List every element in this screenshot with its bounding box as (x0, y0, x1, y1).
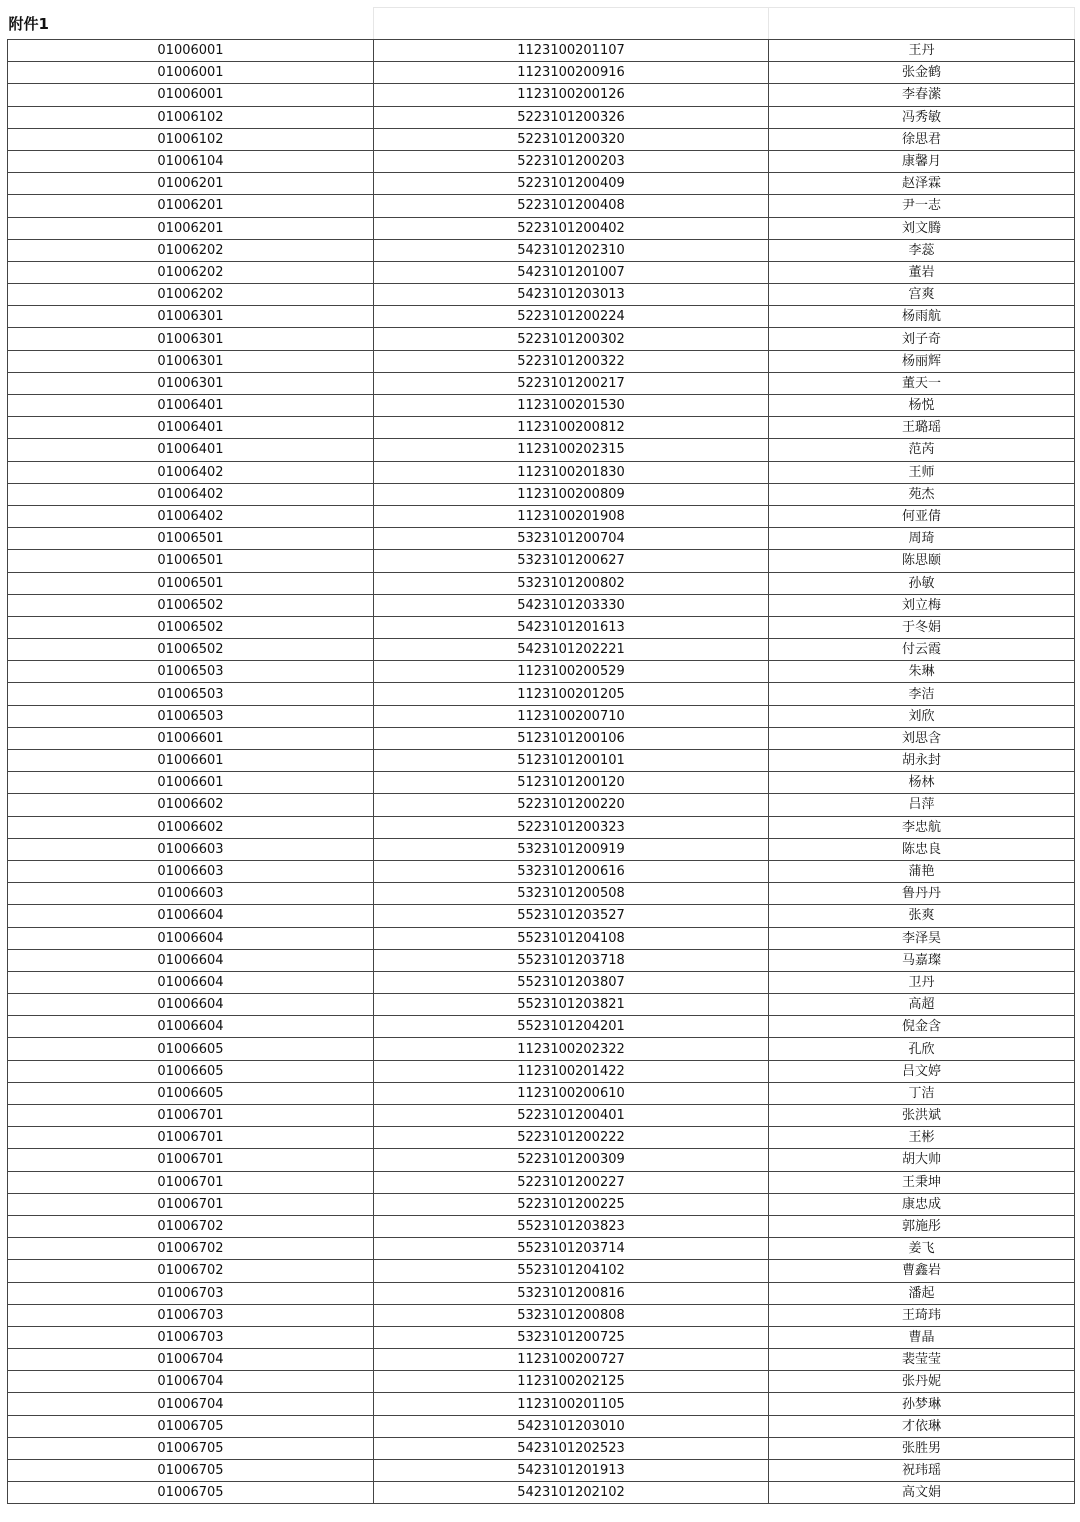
exam-id-cell: 5523101203718 (374, 949, 769, 971)
position-code-cell: 01006605 (8, 1038, 374, 1060)
table-row (8, 150, 1075, 172)
exam-id-cell: 1123100200727 (374, 1349, 769, 1371)
name-cell: 张丹妮 (769, 1371, 1075, 1393)
position-code-cell: 01006604 (8, 949, 374, 971)
position-code-cell: 01006502 (8, 616, 374, 638)
exam-id-cell: 5423101203330 (374, 594, 769, 616)
position-code-cell: 01006602 (8, 794, 374, 816)
position-code-cell: 01006701 (8, 1105, 374, 1127)
name-cell: 孔欣 (769, 1038, 1075, 1060)
exam-id-cell: 5523101204102 (374, 1260, 769, 1282)
table-row (8, 1371, 1075, 1393)
name-cell: 孙梦琳 (769, 1393, 1075, 1415)
table-row (8, 550, 1075, 572)
position-code-cell: 01006704 (8, 1371, 374, 1393)
exam-id-cell: 1123100202322 (374, 1038, 769, 1060)
name-cell: 祝玮瑶 (769, 1460, 1075, 1482)
name-cell: 周琦 (769, 528, 1075, 550)
table-row (8, 994, 1075, 1016)
exam-id-cell: 5323101200808 (374, 1304, 769, 1326)
exam-id-cell: 5423101202523 (374, 1437, 769, 1459)
name-cell: 蒲艳 (769, 860, 1075, 882)
exam-id-cell: 5123101200101 (374, 750, 769, 772)
table-row (8, 594, 1075, 616)
exam-id-cell: 5323101200919 (374, 838, 769, 860)
table-row (8, 905, 1075, 927)
position-code-cell: 01006705 (8, 1482, 374, 1504)
name-cell: 马嘉璨 (769, 949, 1075, 971)
position-code-cell: 01006703 (8, 1304, 374, 1326)
position-code-cell: 01006601 (8, 772, 374, 794)
table-row (8, 350, 1075, 372)
name-cell: 李蕊 (769, 239, 1075, 261)
exam-id-cell: 5523101203527 (374, 905, 769, 927)
table-row (8, 971, 1075, 993)
name-cell: 曹鑫岩 (769, 1260, 1075, 1282)
exam-id-cell: 5523101203821 (374, 994, 769, 1016)
name-cell: 陈思颐 (769, 550, 1075, 572)
position-code-cell: 01006603 (8, 860, 374, 882)
name-cell: 刘子奇 (769, 328, 1075, 350)
spreadsheet (7, 7, 1074, 1504)
position-code-cell: 01006702 (8, 1215, 374, 1237)
position-code-cell: 01006502 (8, 594, 374, 616)
position-code-cell: 01006202 (8, 284, 374, 306)
name-cell: 高超 (769, 994, 1075, 1016)
position-code-cell: 01006703 (8, 1326, 374, 1348)
exam-id-cell: 5123101200106 (374, 727, 769, 749)
name-cell: 康馨月 (769, 150, 1075, 172)
exam-id-cell: 5423101202310 (374, 239, 769, 261)
position-code-cell: 01006605 (8, 1082, 374, 1104)
name-cell: 王师 (769, 461, 1075, 483)
exam-id-cell: 1123100201530 (374, 395, 769, 417)
name-cell: 王璐瑶 (769, 417, 1075, 439)
name-cell: 曹晶 (769, 1326, 1075, 1348)
position-code-cell: 01006301 (8, 372, 374, 394)
name-cell: 宫爽 (769, 284, 1075, 306)
table-row (8, 1393, 1075, 1415)
position-code-cell: 01006702 (8, 1260, 374, 1282)
table-row (8, 84, 1075, 106)
exam-id-cell: 5423101201913 (374, 1460, 769, 1482)
position-code-cell: 01006604 (8, 927, 374, 949)
position-code-cell: 01006602 (8, 816, 374, 838)
exam-id-cell: 5423101203013 (374, 284, 769, 306)
exam-id-cell: 1123100202315 (374, 439, 769, 461)
exam-id-cell: 1123100200916 (374, 62, 769, 84)
table-row (8, 1060, 1075, 1082)
position-code-cell: 01006605 (8, 1060, 374, 1082)
name-cell: 胡永封 (769, 750, 1075, 772)
name-cell: 王琦玮 (769, 1304, 1075, 1326)
table-row (8, 528, 1075, 550)
table-row (8, 1149, 1075, 1171)
table-row (8, 816, 1075, 838)
exam-id-cell: 5223101200309 (374, 1149, 769, 1171)
table-row (8, 1282, 1075, 1304)
position-code-cell: 01006705 (8, 1460, 374, 1482)
position-code-cell: 01006601 (8, 727, 374, 749)
exam-id-cell: 5223101200302 (374, 328, 769, 350)
exam-id-cell: 1123100201107 (374, 40, 769, 62)
table-row (8, 40, 1075, 62)
name-cell: 裴莹莹 (769, 1349, 1075, 1371)
table-row (8, 683, 1075, 705)
exam-id-cell: 5423101201613 (374, 616, 769, 638)
exam-id-cell: 5223101200203 (374, 150, 769, 172)
table-row (8, 439, 1075, 461)
exam-id-cell: 5323101200508 (374, 883, 769, 905)
name-cell: 王彬 (769, 1127, 1075, 1149)
name-cell: 王秉坤 (769, 1171, 1075, 1193)
position-code-cell: 01006604 (8, 994, 374, 1016)
table-row (8, 639, 1075, 661)
position-code-cell: 01006503 (8, 661, 374, 683)
table-row (8, 1437, 1075, 1459)
position-code-cell: 01006701 (8, 1127, 374, 1149)
table-row (8, 1127, 1075, 1149)
name-cell: 郭施彤 (769, 1215, 1075, 1237)
name-cell: 潘起 (769, 1282, 1075, 1304)
table-row (8, 705, 1075, 727)
exam-id-cell: 5323101200725 (374, 1326, 769, 1348)
exam-id-cell: 1123100201205 (374, 683, 769, 705)
name-cell: 王丹 (769, 40, 1075, 62)
name-cell: 赵泽霖 (769, 173, 1075, 195)
table-row (8, 1260, 1075, 1282)
name-cell: 李洁 (769, 683, 1075, 705)
position-code-cell: 01006501 (8, 572, 374, 594)
exam-id-cell: 5423101202221 (374, 639, 769, 661)
name-cell: 刘欣 (769, 705, 1075, 727)
position-code-cell: 01006702 (8, 1238, 374, 1260)
position-code-cell: 01006701 (8, 1171, 374, 1193)
position-code-cell: 01006001 (8, 40, 374, 62)
table-row (8, 284, 1075, 306)
name-cell: 张金鹤 (769, 62, 1075, 84)
exam-id-cell: 5223101200217 (374, 372, 769, 394)
table-row (8, 173, 1075, 195)
exam-id-cell: 5323101200704 (374, 528, 769, 550)
empty-cell (769, 8, 1075, 40)
position-code-cell: 01006001 (8, 62, 374, 84)
table-row (8, 1460, 1075, 1482)
exam-id-cell: 5223101200225 (374, 1193, 769, 1215)
name-cell: 吕文婷 (769, 1060, 1075, 1082)
name-cell: 苑杰 (769, 483, 1075, 505)
table-row (8, 328, 1075, 350)
exam-id-cell: 5223101200222 (374, 1127, 769, 1149)
position-code-cell: 01006401 (8, 439, 374, 461)
name-cell: 胡大帅 (769, 1149, 1075, 1171)
exam-id-cell: 5523101203714 (374, 1238, 769, 1260)
name-cell: 孙敏 (769, 572, 1075, 594)
name-cell: 杨林 (769, 772, 1075, 794)
position-code-cell: 01006102 (8, 106, 374, 128)
table-row (8, 1082, 1075, 1104)
name-cell: 董岩 (769, 261, 1075, 283)
exam-id-cell: 5323101200627 (374, 550, 769, 572)
table-row (8, 1171, 1075, 1193)
table-row (8, 1349, 1075, 1371)
name-cell: 倪金含 (769, 1016, 1075, 1038)
table-row (8, 261, 1075, 283)
table-row (8, 883, 1075, 905)
name-cell: 徐思君 (769, 128, 1075, 150)
exam-id-cell: 5223101200408 (374, 195, 769, 217)
name-cell: 姜飞 (769, 1238, 1075, 1260)
position-code-cell: 01006603 (8, 838, 374, 860)
table-row (8, 505, 1075, 527)
name-cell: 丁洁 (769, 1082, 1075, 1104)
table-row (8, 128, 1075, 150)
exam-id-cell: 5523101204201 (374, 1016, 769, 1038)
position-code-cell: 01006701 (8, 1193, 374, 1215)
table-row (8, 1304, 1075, 1326)
name-cell: 才依琳 (769, 1415, 1075, 1437)
exam-id-cell: 5323101200616 (374, 860, 769, 882)
exam-id-cell: 5223101200220 (374, 794, 769, 816)
position-code-cell: 01006104 (8, 150, 374, 172)
exam-id-cell: 1123100201105 (374, 1393, 769, 1415)
exam-id-cell: 5223101200401 (374, 1105, 769, 1127)
name-cell: 张胜男 (769, 1437, 1075, 1459)
position-code-cell: 01006202 (8, 261, 374, 283)
data-table (7, 7, 1075, 1504)
position-code-cell: 01006703 (8, 1282, 374, 1304)
position-code-cell: 01006301 (8, 306, 374, 328)
name-cell: 高文娟 (769, 1482, 1075, 1504)
table-row (8, 838, 1075, 860)
position-code-cell: 01006701 (8, 1149, 374, 1171)
position-code-cell: 01006503 (8, 683, 374, 705)
name-cell: 杨悦 (769, 395, 1075, 417)
exam-id-cell: 5223101200320 (374, 128, 769, 150)
position-code-cell: 01006402 (8, 505, 374, 527)
name-cell: 鲁丹丹 (769, 883, 1075, 905)
position-code-cell: 01006604 (8, 1016, 374, 1038)
position-code-cell: 01006001 (8, 84, 374, 106)
table-row (8, 860, 1075, 882)
empty-cell (374, 8, 769, 40)
position-code-cell: 01006401 (8, 395, 374, 417)
position-code-cell: 01006402 (8, 461, 374, 483)
position-code-cell: 01006705 (8, 1437, 374, 1459)
name-cell: 何亚倩 (769, 505, 1075, 527)
table-row (8, 417, 1075, 439)
position-code-cell: 01006201 (8, 195, 374, 217)
table-row (8, 572, 1075, 594)
title-row (8, 8, 1075, 40)
exam-id-cell: 1123100202125 (374, 1371, 769, 1393)
table-row (8, 195, 1075, 217)
position-code-cell: 01006402 (8, 483, 374, 505)
name-cell: 冯秀敏 (769, 106, 1075, 128)
exam-id-cell: 5123101200120 (374, 772, 769, 794)
position-code-cell: 01006501 (8, 550, 374, 572)
position-code-cell: 01006501 (8, 528, 374, 550)
name-cell: 卫丹 (769, 971, 1075, 993)
table-row (8, 1105, 1075, 1127)
position-code-cell: 01006502 (8, 639, 374, 661)
name-cell: 董天一 (769, 372, 1075, 394)
name-cell: 朱琳 (769, 661, 1075, 683)
table-row (8, 1238, 1075, 1260)
position-code-cell: 01006705 (8, 1415, 374, 1437)
name-cell: 尹一志 (769, 195, 1075, 217)
position-code-cell: 01006301 (8, 350, 374, 372)
name-cell: 付云霞 (769, 639, 1075, 661)
exam-id-cell: 1123100200529 (374, 661, 769, 683)
exam-id-cell: 5423101203010 (374, 1415, 769, 1437)
position-code-cell: 01006704 (8, 1349, 374, 1371)
table-row (8, 949, 1075, 971)
name-cell: 刘文腾 (769, 217, 1075, 239)
exam-id-cell: 5523101203807 (374, 971, 769, 993)
exam-id-cell: 1123100201830 (374, 461, 769, 483)
name-cell: 吕萍 (769, 794, 1075, 816)
table-row (8, 372, 1075, 394)
exam-id-cell: 5423101202102 (374, 1482, 769, 1504)
position-code-cell: 01006201 (8, 173, 374, 195)
position-code-cell: 01006601 (8, 750, 374, 772)
position-code-cell: 01006202 (8, 239, 374, 261)
name-cell: 杨丽辉 (769, 350, 1075, 372)
table-row (8, 1215, 1075, 1237)
exam-id-cell: 5223101200323 (374, 816, 769, 838)
table-row (8, 772, 1075, 794)
name-cell: 康忠成 (769, 1193, 1075, 1215)
table-row (8, 727, 1075, 749)
table-row (8, 306, 1075, 328)
table-row (8, 1415, 1075, 1437)
exam-id-cell: 5523101203823 (374, 1215, 769, 1237)
name-cell: 李春潆 (769, 84, 1075, 106)
table-row (8, 461, 1075, 483)
name-cell: 于冬娟 (769, 616, 1075, 638)
exam-id-cell: 5223101200409 (374, 173, 769, 195)
exam-id-cell: 5223101200402 (374, 217, 769, 239)
position-code-cell: 01006401 (8, 417, 374, 439)
table-row (8, 395, 1075, 417)
table-row (8, 616, 1075, 638)
name-cell: 范芮 (769, 439, 1075, 461)
table-row (8, 217, 1075, 239)
name-cell: 刘思含 (769, 727, 1075, 749)
table-row (8, 927, 1075, 949)
sheet-title: 附件1 (8, 8, 374, 40)
table-row (8, 750, 1075, 772)
exam-id-cell: 5523101204108 (374, 927, 769, 949)
name-cell: 张爽 (769, 905, 1075, 927)
position-code-cell: 01006604 (8, 905, 374, 927)
table-row (8, 1482, 1075, 1504)
name-cell: 李忠航 (769, 816, 1075, 838)
exam-id-cell: 5423101201007 (374, 261, 769, 283)
name-cell: 张洪斌 (769, 1105, 1075, 1127)
position-code-cell: 01006102 (8, 128, 374, 150)
exam-id-cell: 1123100200812 (374, 417, 769, 439)
position-code-cell: 01006301 (8, 328, 374, 350)
table-row (8, 1016, 1075, 1038)
table-row (8, 239, 1075, 261)
exam-id-cell: 1123100200610 (374, 1082, 769, 1104)
position-code-cell: 01006503 (8, 705, 374, 727)
position-code-cell: 01006603 (8, 883, 374, 905)
exam-id-cell: 5323101200802 (374, 572, 769, 594)
exam-id-cell: 5223101200227 (374, 1171, 769, 1193)
table-row (8, 1193, 1075, 1215)
exam-id-cell: 5223101200224 (374, 306, 769, 328)
exam-id-cell: 5323101200816 (374, 1282, 769, 1304)
exam-id-cell: 5223101200326 (374, 106, 769, 128)
name-cell: 陈忠良 (769, 838, 1075, 860)
table-row (8, 1038, 1075, 1060)
exam-id-cell: 1123100201422 (374, 1060, 769, 1082)
table-row (8, 62, 1075, 84)
exam-id-cell: 1123100200126 (374, 84, 769, 106)
table-row (8, 483, 1075, 505)
exam-id-cell: 1123100200809 (374, 483, 769, 505)
position-code-cell: 01006604 (8, 971, 374, 993)
name-cell: 杨雨航 (769, 306, 1075, 328)
position-code-cell: 01006201 (8, 217, 374, 239)
table-row (8, 106, 1075, 128)
name-cell: 刘立梅 (769, 594, 1075, 616)
table-row (8, 661, 1075, 683)
position-code-cell: 01006704 (8, 1393, 374, 1415)
exam-id-cell: 1123100200710 (374, 705, 769, 727)
exam-id-cell: 1123100201908 (374, 505, 769, 527)
table-row (8, 794, 1075, 816)
table-row (8, 1326, 1075, 1348)
name-cell: 李泽昊 (769, 927, 1075, 949)
exam-id-cell: 5223101200322 (374, 350, 769, 372)
